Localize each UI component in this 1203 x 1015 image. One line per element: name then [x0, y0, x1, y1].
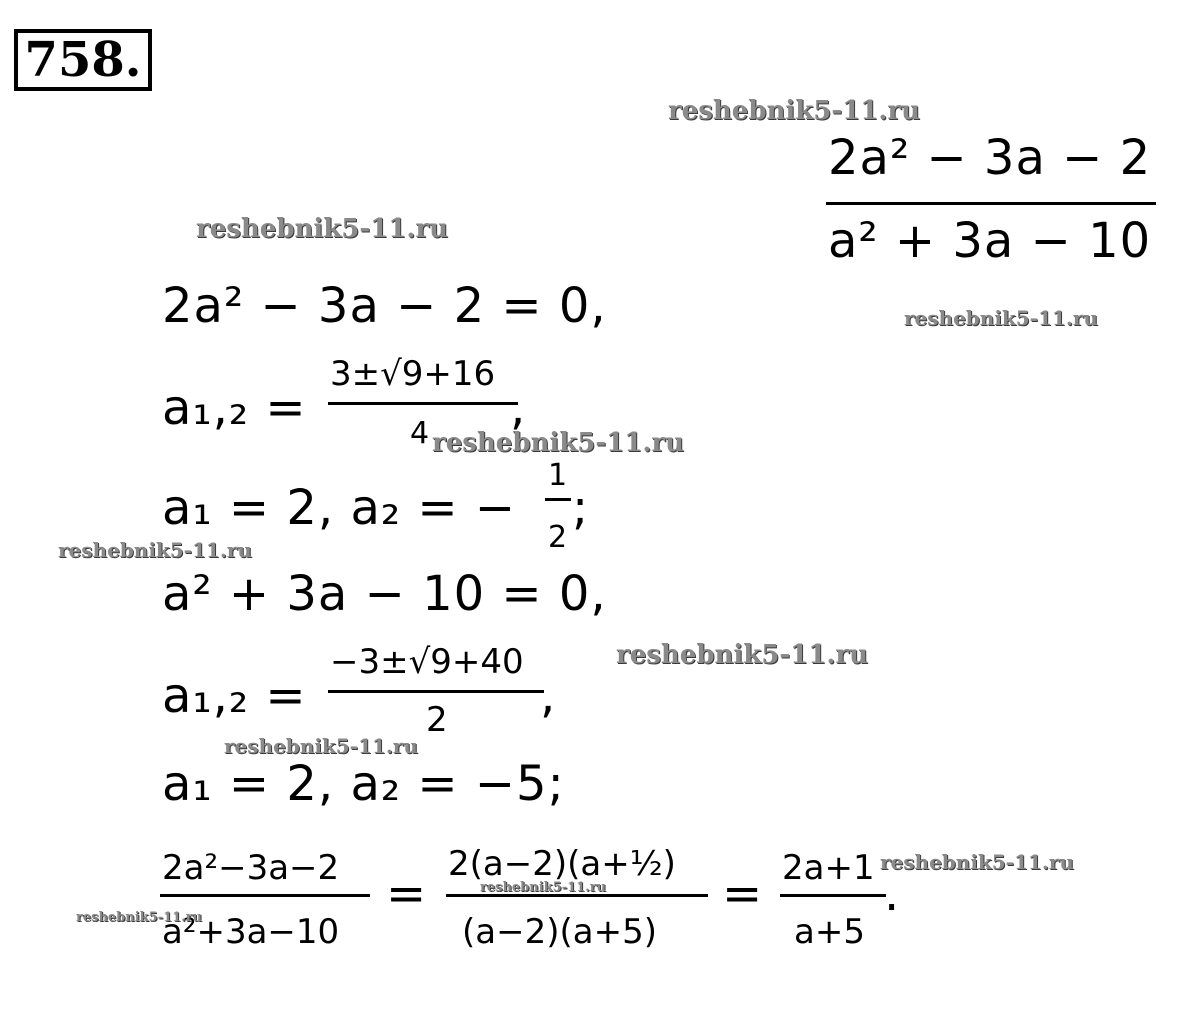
final-frac-1-bar: [160, 894, 370, 897]
watermark: reshebnik5-11.ru: [480, 880, 607, 895]
equals-sign: =: [722, 866, 764, 922]
watermark: reshebnik5-11.ru: [904, 306, 1098, 330]
equation-line-3-frac-bar: [545, 498, 571, 501]
final-frac-2-den: (a−2)(a+5): [462, 912, 657, 952]
header-denominator: a² + 3a − 10: [828, 213, 1152, 269]
comma: ,: [540, 668, 557, 724]
equation-line-2-denominator: 4: [410, 416, 430, 451]
equation-line-5-numerator: −3±√9+40: [330, 642, 524, 682]
equation-line-4: a² + 3a − 10 = 0,: [162, 566, 607, 622]
final-frac-3-num: 2a+1: [782, 848, 875, 888]
watermark: reshebnik5-11.ru: [668, 96, 921, 126]
watermark: reshebnik5-11.ru: [224, 734, 418, 758]
equation-line-5-denominator: 2: [426, 700, 448, 740]
equation-line-2-bar: [328, 402, 518, 405]
watermark: reshebnik5-11.ru: [616, 640, 869, 670]
equation-line-2-lhs: a₁,₂ =: [162, 380, 307, 436]
equation-line-3-frac-num: 1: [548, 458, 568, 493]
equation-line-3: a₁ = 2, a₂ = −: [162, 480, 517, 536]
equation-line-2-numerator: 3±√9+16: [330, 354, 496, 394]
final-frac-3-bar: [780, 894, 886, 897]
problem-number: 758.: [14, 29, 152, 91]
final-frac-1-num: 2a²−3a−2: [162, 848, 340, 888]
watermark: reshebnik5-11.ru: [432, 428, 685, 458]
period: .: [884, 866, 901, 922]
header-fraction-bar: [826, 202, 1156, 205]
watermark: reshebnik5-11.ru: [76, 910, 203, 925]
watermark: reshebnik5-11.ru: [58, 538, 252, 562]
header-numerator: 2a² − 3a − 2: [828, 130, 1152, 186]
final-frac-2-num: 2(a−2)(a+½): [448, 844, 676, 884]
equals-sign: =: [386, 866, 428, 922]
watermark: reshebnik5-11.ru: [196, 214, 449, 244]
final-frac-1-den: a²+3a−10: [162, 912, 340, 952]
equation-line-1: 2a² − 3a − 2 = 0,: [162, 278, 607, 334]
semicolon: ;: [572, 480, 590, 536]
equation-line-5-bar: [328, 690, 544, 693]
comma: ,: [510, 380, 527, 436]
equation-line-5-lhs: a₁,₂ =: [162, 668, 307, 724]
equation-line-3-frac-den: 2: [548, 520, 568, 555]
final-frac-3-den: a+5: [794, 912, 865, 952]
watermark: reshebnik5-11.ru: [880, 850, 1074, 874]
equation-line-6: a₁ = 2, a₂ = −5;: [162, 756, 565, 812]
